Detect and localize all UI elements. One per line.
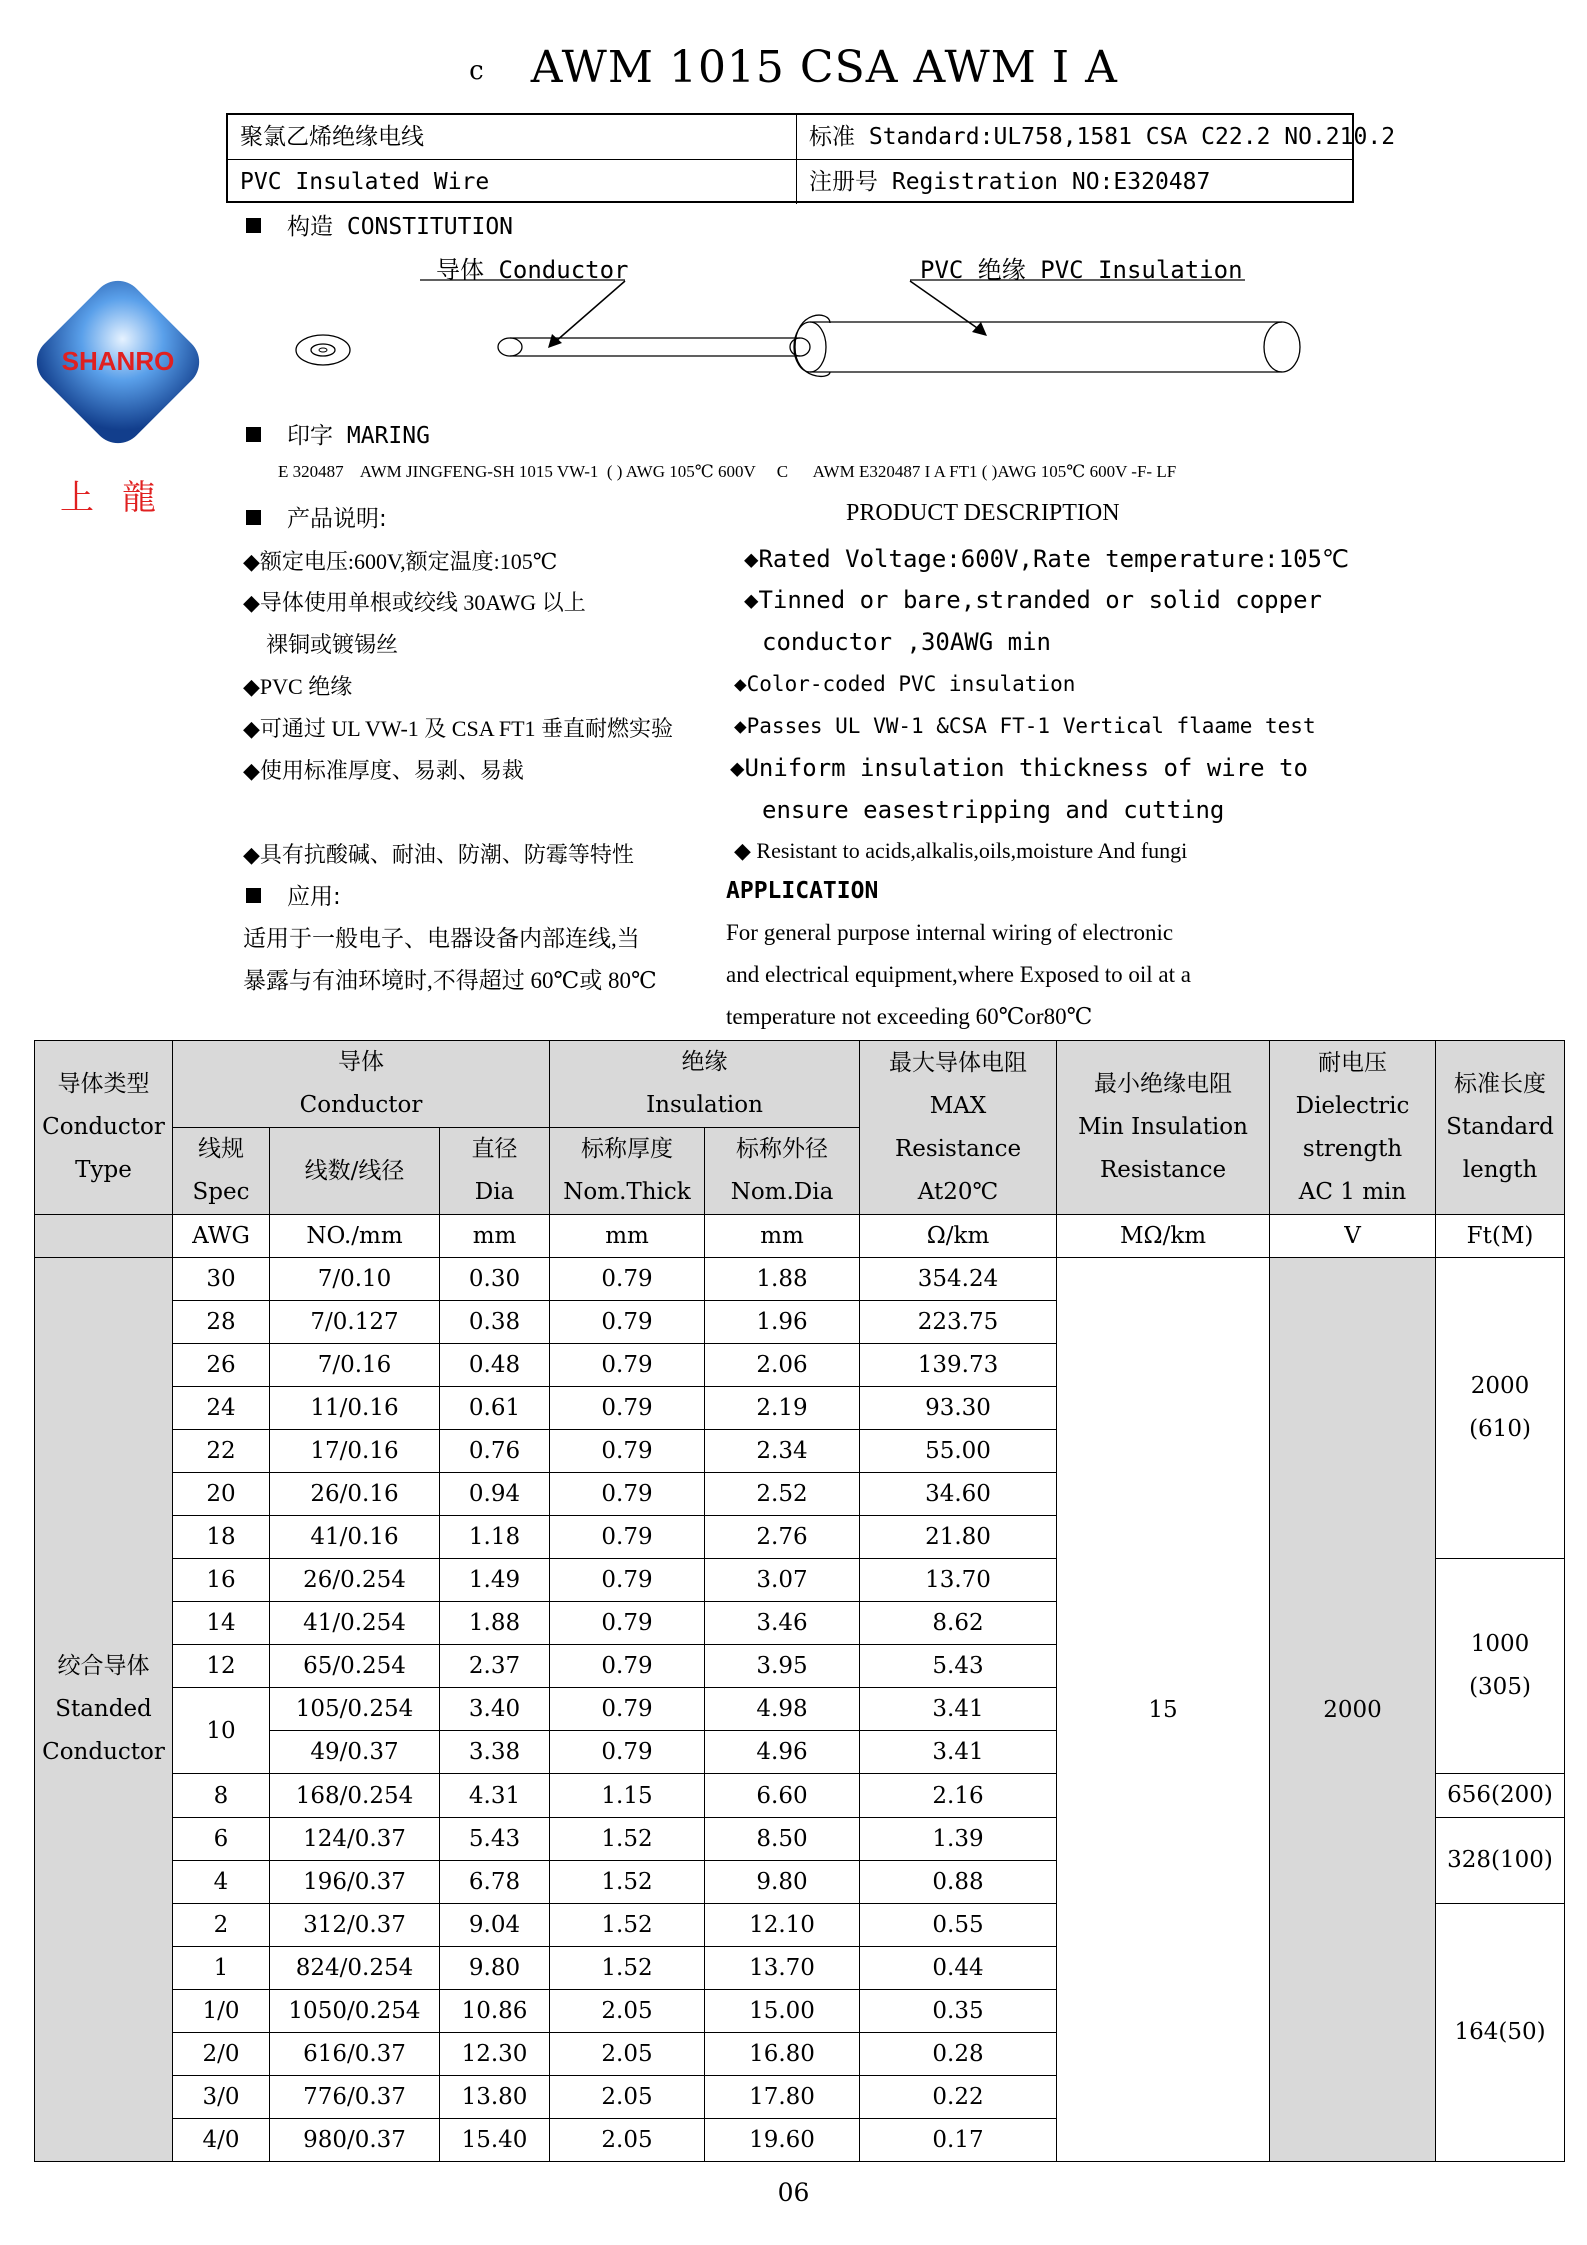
header-box (226, 113, 1396, 203)
dia-cell: 0.76 (440, 1430, 550, 1473)
od-cell: 6.60 (705, 1774, 860, 1818)
col-dia-header: 直径 Dia (440, 1128, 550, 1215)
thick-cell: 2.05 (550, 2076, 705, 2119)
dia-cell: 0.48 (440, 1344, 550, 1387)
od-cell: 2.06 (705, 1344, 860, 1387)
desc-cn-2: ◆导体使用单根或绞线 30AWG 以上 (243, 590, 586, 615)
application-cn-1: 适用于一般电子、电器设备内部连线,当 (243, 926, 640, 951)
od-cell: 1.88 (705, 1258, 860, 1301)
awg-cell: 2/0 (173, 2033, 270, 2076)
resistance-cell: 2.16 (860, 1774, 1057, 1818)
title-main: AWM 1015 CSA AWM Ⅰ A (530, 42, 1118, 93)
strand-cell: 980/0.37 (270, 2119, 440, 2162)
od-cell: 16.80 (705, 2033, 860, 2076)
resistance-cell: 0.35 (860, 1990, 1057, 2033)
col-type-header: 导体类型 Conductor Type (35, 1041, 173, 1215)
strand-cell: 824/0.254 (270, 1947, 440, 1990)
unit-cell: AWG (173, 1215, 270, 1258)
resistance-cell: 0.44 (860, 1947, 1057, 1990)
thick-cell: 2.05 (550, 2033, 705, 2076)
application-heading-cn: 应用: (246, 878, 341, 911)
page-number: 06 (777, 2178, 810, 2207)
strand-cell: 7/0.127 (270, 1301, 440, 1344)
conductor-label: 导体 Conductor (436, 256, 629, 284)
strand-cell: 11/0.16 (270, 1387, 440, 1430)
dia-cell: 3.38 (440, 1731, 550, 1774)
application-en-2: and electrical equipment,where Exposed to oil at a (726, 962, 1191, 987)
spec-table (34, 1040, 1565, 2162)
od-cell: 15.00 (705, 1990, 860, 2033)
dia-cell: 0.94 (440, 1473, 550, 1516)
desc-cn-6: ◆具有抗酸碱、耐油、防潮、防霉等特性 (243, 842, 634, 867)
resistance-cell: 0.28 (860, 2033, 1057, 2076)
awg-cell: 26 (173, 1344, 270, 1387)
unit-cell: MΩ/km (1057, 1215, 1270, 1258)
resistance-cell: 5.43 (860, 1645, 1057, 1688)
dielectric-cell: 2000 (1270, 1258, 1436, 2162)
shanro-logo (18, 262, 218, 462)
thick-cell: 1.15 (550, 1774, 705, 1818)
resistance-cell: 1.39 (860, 1818, 1057, 1861)
thick-cell: 0.79 (550, 1473, 705, 1516)
desc-cn-3: ◆PVC 绝缘 (243, 674, 353, 699)
resistance-cell: 8.62 (860, 1602, 1057, 1645)
thick-cell: 2.05 (550, 2119, 705, 2162)
thick-cell: 0.79 (550, 1645, 705, 1688)
col-conductor-header: 导体 Conductor (173, 1041, 550, 1128)
desc-en-2b: conductor ,30AWG min (762, 628, 1051, 656)
awg-cell: 14 (173, 1602, 270, 1645)
marking-text: E 320487 AWM JINGFENG-SH 1015 VW-1 ( ) AWG 105℃ 600V C AWM E320487 I A FT1 ( )AWG 105℃ 600V -F- LF (278, 462, 1177, 481)
min-insulation-cell: 15 (1057, 1258, 1270, 2162)
thick-cell: 0.79 (550, 1602, 705, 1645)
dia-cell: 4.31 (440, 1774, 550, 1818)
thick-cell: 0.79 (550, 1731, 705, 1774)
awg-cell: 6 (173, 1818, 270, 1861)
col-dielectric-header: 耐电压 Dielectric strength AC 1 min (1270, 1041, 1436, 1215)
unit-cell: mm (550, 1215, 705, 1258)
strand-cell: 776/0.37 (270, 2076, 440, 2119)
desc-en-5b: ensure easestripping and cutting (762, 796, 1225, 824)
od-cell: 2.19 (705, 1387, 860, 1430)
resistance-cell: 21.80 (860, 1516, 1057, 1559)
resistance-cell: 3.41 (860, 1731, 1057, 1774)
awg-cell: 16 (173, 1559, 270, 1602)
strand-cell: 1050/0.254 (270, 1990, 440, 2033)
unit-cell: mm (705, 1215, 860, 1258)
standard-text: 标准 Standard:UL758,1581 CSA C22.2 NO.210.2 (796, 115, 1365, 159)
section-bullet-icon (246, 888, 261, 903)
strand-cell: 41/0.254 (270, 1602, 440, 1645)
awg-cell: 30 (173, 1258, 270, 1301)
thick-cell: 1.52 (550, 1904, 705, 1947)
resistance-cell: 354.24 (860, 1258, 1057, 1301)
od-cell: 17.80 (705, 2076, 860, 2119)
product-name-cn: 聚氯乙烯绝缘电线 (240, 124, 424, 150)
desc-en-2: ◆Tinned or bare,stranded or solid copper (744, 586, 1322, 614)
title-prefix: c (469, 55, 485, 86)
thick-cell: 0.79 (550, 1387, 705, 1430)
desc-cn-2b: 裸铜或镀锡丝 (266, 632, 399, 657)
desc-cn-1: ◆额定电压:600V,额定温度:105℃ (243, 549, 558, 574)
col-min-insulation-header: 最小绝缘电阻 Min Insulation Resistance (1057, 1041, 1270, 1215)
resistance-cell: 93.30 (860, 1387, 1057, 1430)
thick-cell: 0.79 (550, 1344, 705, 1387)
thick-cell: 1.52 (550, 1947, 705, 1990)
logo-cn-text: 上龍 (60, 478, 184, 518)
col-length-header: 标准长度 Standard length (1436, 1041, 1565, 1215)
resistance-cell: 13.70 (860, 1559, 1057, 1602)
conductor-type-cell: 绞合导体 Standed Conductor (35, 1258, 173, 2162)
thick-cell: 0.79 (550, 1516, 705, 1559)
od-cell: 2.52 (705, 1473, 860, 1516)
dia-cell: 13.80 (440, 2076, 550, 2119)
application-cn-2: 暴露与有油环境时,不得超过 60℃或 80℃ (243, 968, 657, 993)
table-row (35, 1258, 1565, 1301)
awg-cell: 10 (173, 1688, 270, 1774)
product-name-en: PVC Insulated Wire (240, 169, 490, 195)
strand-cell: 49/0.37 (270, 1731, 440, 1774)
awg-cell: 4 (173, 1861, 270, 1904)
awg-cell: 8 (173, 1774, 270, 1818)
thick-cell: 0.79 (550, 1301, 705, 1344)
dia-cell: 12.30 (440, 2033, 550, 2076)
unit-cell (35, 1215, 173, 1258)
desc-en-1: ◆Rated Voltage:600V,Rate temperature:105℃ (744, 545, 1349, 573)
registration-text: 注册号 Registration NO:E320487 (796, 160, 1365, 204)
awg-cell: 2 (173, 1904, 270, 1947)
section-bullet-icon (246, 510, 261, 525)
product-heading-cn: 产品说明: (246, 500, 387, 533)
awg-cell: 1 (173, 1947, 270, 1990)
thick-cell: 0.79 (550, 1430, 705, 1473)
strand-cell: 7/0.16 (270, 1344, 440, 1387)
dia-cell: 1.88 (440, 1602, 550, 1645)
resistance-cell: 0.17 (860, 2119, 1057, 2162)
unit-cell: NO./mm (270, 1215, 440, 1258)
col-od-header: 标称外径 Nom.Dia (705, 1128, 860, 1215)
product-heading-en: PRODUCT DESCRIPTION (846, 500, 1120, 526)
section-bullet-icon (246, 218, 261, 233)
units-row (35, 1215, 1565, 1258)
resistance-cell: 0.88 (860, 1861, 1057, 1904)
od-cell: 2.34 (705, 1430, 860, 1473)
length-cell: 656(200) (1436, 1774, 1565, 1818)
awg-cell: 28 (173, 1301, 270, 1344)
dia-cell: 3.40 (440, 1688, 550, 1731)
awg-cell: 18 (173, 1516, 270, 1559)
strand-cell: 26/0.16 (270, 1473, 440, 1516)
awg-cell: 12 (173, 1645, 270, 1688)
resistance-cell: 34.60 (860, 1473, 1057, 1516)
application-heading-en: APPLICATION (726, 878, 879, 904)
od-cell: 19.60 (705, 2119, 860, 2162)
strand-cell: 196/0.37 (270, 1861, 440, 1904)
strand-cell: 168/0.254 (270, 1774, 440, 1818)
awg-cell: 22 (173, 1430, 270, 1473)
col-thick-header: 标称厚度 Nom.Thick (550, 1128, 705, 1215)
od-cell: 9.80 (705, 1861, 860, 1904)
desc-cn-4: ◆可通过 UL VW-1 及 CSA FT1 垂直耐燃实验 (243, 716, 674, 741)
awg-cell: 24 (173, 1387, 270, 1430)
dia-cell: 15.40 (440, 2119, 550, 2162)
thick-cell: 0.79 (550, 1688, 705, 1731)
strand-cell: 41/0.16 (270, 1516, 440, 1559)
dia-cell: 0.30 (440, 1258, 550, 1301)
awg-cell: 20 (173, 1473, 270, 1516)
strand-cell: 616/0.37 (270, 2033, 440, 2076)
thick-cell: 0.79 (550, 1258, 705, 1301)
dia-cell: 9.80 (440, 1947, 550, 1990)
resistance-cell: 223.75 (860, 1301, 1057, 1344)
dia-cell: 1.49 (440, 1559, 550, 1602)
svg-text:SHANRO: SHANRO (61, 346, 175, 376)
od-cell: 3.07 (705, 1559, 860, 1602)
col-spec-header: 线规 Spec (173, 1128, 270, 1215)
section-bullet-icon (246, 427, 261, 442)
length-cell: 2000 (610) (1436, 1258, 1565, 1559)
dia-cell: 1.18 (440, 1516, 550, 1559)
resistance-cell: 0.55 (860, 1904, 1057, 1947)
unit-cell: mm (440, 1215, 550, 1258)
thick-cell: 2.05 (550, 1990, 705, 2033)
awg-cell: 1/0 (173, 1990, 270, 2033)
application-en-1: For general purpose internal wiring of electronic (726, 920, 1174, 945)
unit-cell: Ω/km (860, 1215, 1057, 1258)
unit-cell: Ft(M) (1436, 1215, 1565, 1258)
awg-cell: 3/0 (173, 2076, 270, 2119)
length-cell: 1000 (305) (1436, 1559, 1565, 1774)
dia-cell: 10.86 (440, 1990, 550, 2033)
page-title (0, 42, 1587, 93)
thick-cell: 0.79 (550, 1559, 705, 1602)
awg-cell: 4/0 (173, 2119, 270, 2162)
dia-cell: 9.04 (440, 1904, 550, 1947)
strand-cell: 105/0.254 (270, 1688, 440, 1731)
resistance-cell: 3.41 (860, 1688, 1057, 1731)
strand-cell: 26/0.254 (270, 1559, 440, 1602)
od-cell: 3.46 (705, 1602, 860, 1645)
desc-cn-5: ◆使用标准厚度、易剥、易裁 (243, 758, 524, 783)
desc-en-4: ◆Passes UL VW-1 &CSA FT-1 Vertical flaame test (734, 714, 1316, 738)
dia-cell: 0.38 (440, 1301, 550, 1344)
dia-cell: 6.78 (440, 1861, 550, 1904)
desc-en-6: ◆ Resistant to acids,alkalis,oils,moisture And fungi (734, 838, 1188, 863)
col-resistance-header: 最大导体电阻 MAX Resistance At20℃ (860, 1041, 1057, 1215)
resistance-cell: 55.00 (860, 1430, 1057, 1473)
desc-en-5: ◆Uniform insulation thickness of wire to (730, 754, 1308, 782)
od-cell: 4.98 (705, 1688, 860, 1731)
strand-cell: 17/0.16 (270, 1430, 440, 1473)
dia-cell: 0.61 (440, 1387, 550, 1430)
od-cell: 3.95 (705, 1645, 860, 1688)
od-cell: 4.96 (705, 1731, 860, 1774)
od-cell: 8.50 (705, 1818, 860, 1861)
od-cell: 2.76 (705, 1516, 860, 1559)
strand-cell: 7/0.10 (270, 1258, 440, 1301)
resistance-cell: 0.22 (860, 2076, 1057, 2119)
desc-en-3: ◆Color-coded PVC insulation (734, 672, 1076, 696)
length-cell: 164(50) (1436, 1904, 1565, 2162)
strand-cell: 124/0.37 (270, 1818, 440, 1861)
resistance-cell: 139.73 (860, 1344, 1057, 1387)
dia-cell: 2.37 (440, 1645, 550, 1688)
dia-cell: 5.43 (440, 1818, 550, 1861)
application-en-3: temperature not exceeding 60℃or80℃ (726, 1004, 1093, 1029)
od-cell: 13.70 (705, 1947, 860, 1990)
thick-cell: 1.52 (550, 1818, 705, 1861)
strand-cell: 312/0.37 (270, 1904, 440, 1947)
unit-cell: V (1270, 1215, 1436, 1258)
thick-cell: 1.52 (550, 1861, 705, 1904)
marking-heading: 印字 MARING (246, 417, 430, 450)
length-cell: 328(100) (1436, 1818, 1565, 1904)
strand-cell: 65/0.254 (270, 1645, 440, 1688)
insulation-label: PVC 绝缘 PVC Insulation (920, 256, 1243, 284)
construction-heading: 构造 CONSTITUTION (246, 208, 513, 241)
col-strand-header: 线数/线径 (270, 1128, 440, 1215)
od-cell: 1.96 (705, 1301, 860, 1344)
col-insulation-header: 绝缘 Insulation (550, 1041, 860, 1128)
od-cell: 12.10 (705, 1904, 860, 1947)
